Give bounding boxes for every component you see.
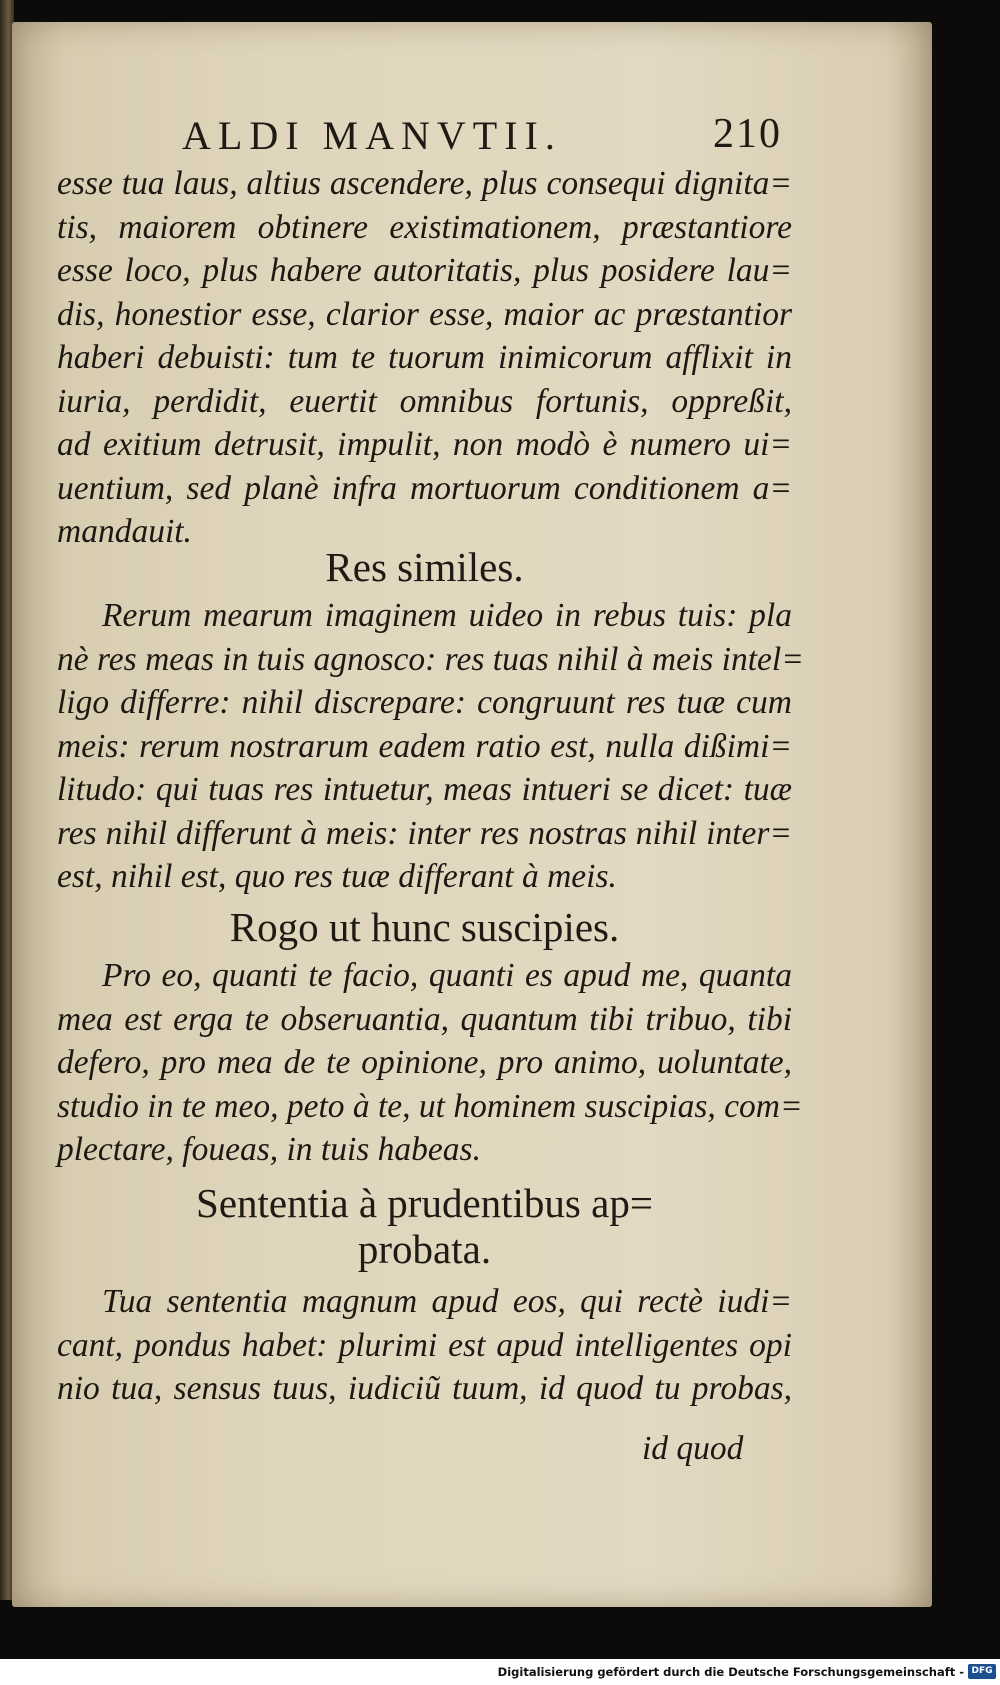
text-line: uentium, sed planè infra mortuorum conditionem a=: [57, 469, 792, 507]
text-block-4: [57, 1280, 792, 1411]
text-line: esse loco, plus habere autoritatis, plus posidere lau=: [57, 252, 792, 289]
text-line: esse tua laus, altius ascendere, plus consequi dignita=: [57, 165, 792, 202]
text-line: plectare, foueas, in tuis habeas.: [57, 1131, 481, 1168]
text-line: ligo differre: nihil discrepare: congruunt res tuæ cum: [57, 684, 792, 721]
section-heading-line: probata.: [357, 1226, 492, 1272]
text-line: defero, pro mea de te opinione, pro animo, uoluntate,: [57, 1044, 792, 1081]
book-page: [12, 22, 932, 1607]
text-block-1: [57, 162, 792, 554]
text-line: dis, honestior esse, clarior esse, maior ac præstantior: [57, 295, 792, 333]
page-number: 210: [713, 111, 782, 157]
text-line: est, nihil est, quo res tuæ differant à meis.: [57, 858, 617, 895]
section-heading: Rogo ut hunc suscipies.: [229, 904, 620, 950]
text-line: Rerum mearum imaginem uideo in rebus tuis: pla: [102, 597, 792, 634]
text-line: studio in te meo, peto à te, ut hominem suscipias, com=: [57, 1087, 803, 1125]
text-block-3: [57, 954, 803, 1172]
text-line: iuria, perdidit, euertit omnibus fortunis, oppreßit,: [57, 382, 792, 420]
funding-credit: Digitalisierung gefördert durch die Deutsche Forschungsgemeinschaft -: [497, 1665, 964, 1679]
catchword: id quod: [642, 1430, 744, 1467]
text-line: mea est erga te obseruantia, quantum tibi tribuo, tibi: [57, 1000, 792, 1038]
text-line: nè res meas in tuis agnosco: res tuas nihil à meis intel=: [57, 640, 804, 678]
text-line: haberi debuisti: tum te tuorum inimicorum afflixit in: [57, 339, 792, 376]
page-header: [182, 112, 782, 156]
section-heading-line: Sententia à prudentibus ap=: [196, 1180, 653, 1226]
text-block-2: [57, 594, 804, 899]
text-line: ad exitium detrusit, impulit, non modò è numero ui=: [57, 426, 792, 463]
text-line: meis: rerum nostrarum eadem ratio est, nulla dißimi=: [57, 727, 792, 765]
footer-bar: [0, 1659, 1000, 1685]
dfg-logo-icon: DFG: [968, 1664, 996, 1679]
section-heading: [57, 1180, 792, 1272]
text-line: tis, maiorem obtinere existimationem, præstantiore: [57, 208, 792, 246]
text-line: litudo: qui tuas res intuetur, meas intueri se dicet: tuæ: [57, 771, 792, 808]
text-line: nio tua, sensus tuus, iudiciũ tuum, id quod tu probas,: [57, 1370, 792, 1407]
running-head: ALDI MANVTII.: [182, 113, 562, 158]
section-heading: Res similes.: [325, 544, 524, 590]
text-line: cant, pondus habet: plurimi est apud intelligentes opi: [57, 1326, 792, 1364]
text-line: res nihil differunt à meis: inter res nostras nihil inter=: [57, 814, 792, 852]
text-line: Pro eo, quanti te facio, quanti es apud me, quanta: [102, 957, 792, 994]
text-line: mandauit.: [57, 513, 192, 550]
text-line: Tua sententia magnum apud eos, qui rectè iudi=: [102, 1283, 792, 1320]
